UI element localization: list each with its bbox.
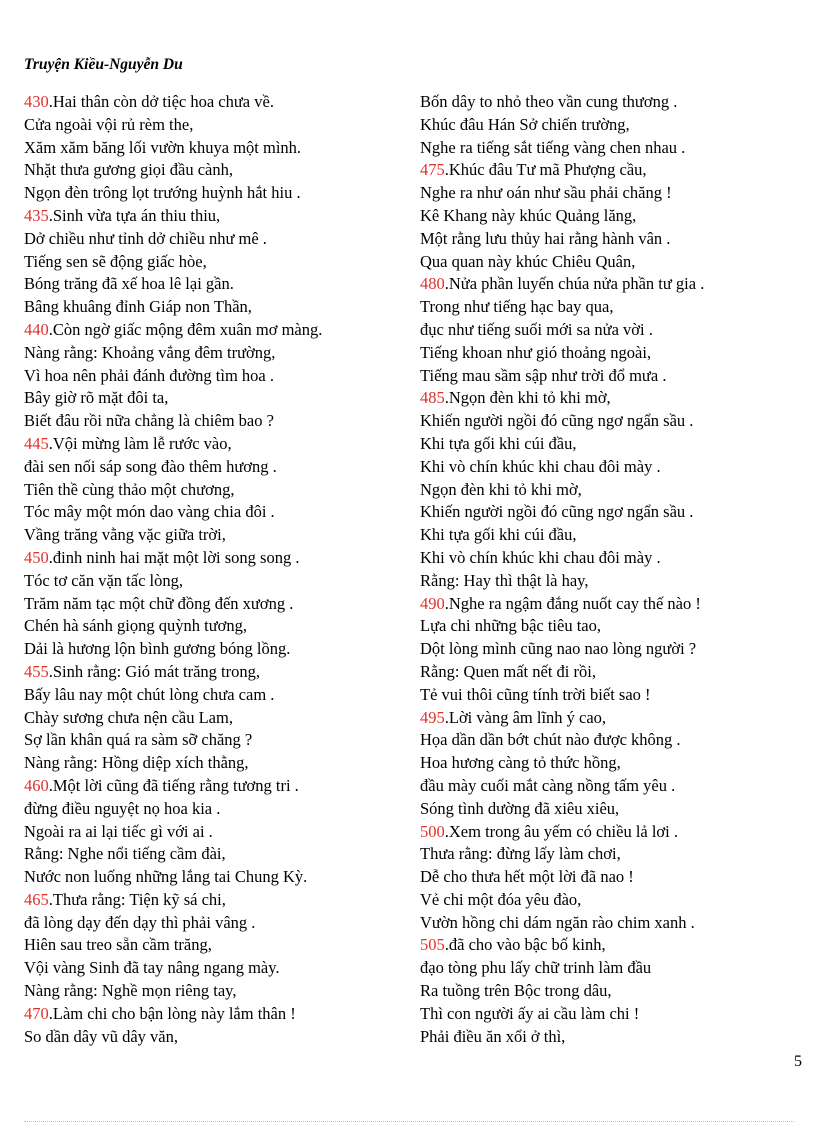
verse-line — [24, 547, 399, 570]
verse-text: .Sinh rằng: Gió mát trăng trong, — [48, 661, 261, 681]
verse-number: 480 — [420, 274, 445, 294]
verse-text: Nghe ra tiếng sắt tiếng vàng chen nhau . — [420, 137, 686, 157]
verse-line — [420, 889, 795, 912]
verse-text: Biết đâu rồi nữa chẳng là chiêm bao ? — [24, 411, 274, 431]
verse-line — [420, 387, 795, 410]
verse-text: Khi vò chín khúc khi chau đôi mày . — [420, 456, 661, 476]
verse-line — [420, 433, 795, 456]
verse-text: .Làm chi cho bận lòng này lắm thân ! — [48, 1003, 296, 1023]
verse-line — [420, 934, 795, 957]
verse-line — [24, 433, 399, 456]
verse-text: Vườn hồng chi dám ngăn rào chim xanh . — [420, 912, 695, 932]
verse-number: 440 — [24, 319, 49, 339]
verse-text: Nước non luống những lắng tai Chung Kỳ. — [24, 867, 308, 887]
verse-text: Rằng: Nghe nổi tiếng cầm đài, — [24, 844, 226, 864]
document-header: Truyện Kiều-Nguyễn Du — [24, 56, 183, 73]
verse-line — [24, 1026, 399, 1049]
verse-line — [24, 524, 399, 547]
verse-text: Một rằng lưu thủy hai rằng hành vân . — [420, 228, 671, 248]
verse-text: Khi tựa gối khi cúi đầu, — [420, 525, 577, 545]
verse-line — [24, 615, 399, 638]
verse-line — [24, 296, 399, 319]
verse-text: Kê Khang này khúc Quảng lăng, — [420, 205, 637, 225]
verse-text: Cửa ngoài vội rủ rèm the, — [24, 114, 194, 134]
verse-number: 445 — [24, 433, 49, 453]
verse-text: Nàng rằng: Khoảng vắng đêm trường, — [24, 342, 276, 362]
verse-text: So dần dây vũ dây văn, — [24, 1026, 178, 1046]
verse-text: Qua quan này khúc Chiêu Quân, — [420, 251, 636, 271]
verse-line — [24, 273, 399, 296]
verse-line — [420, 638, 795, 661]
right-verse-column — [420, 91, 795, 1048]
verse-text: .Lời vàng âm lĩnh ý cao, — [444, 707, 607, 727]
verse-text: Dễ cho thưa hết một lời đã nao ! — [420, 867, 634, 887]
verse-number: 475 — [420, 160, 445, 180]
verse-line — [420, 775, 795, 798]
verse-line — [24, 205, 399, 228]
verse-text: .Ngọn đèn khi tỏ khi mờ, — [444, 388, 611, 408]
verse-line — [24, 729, 399, 752]
verse-text: .Còn ngờ giấc mộng đêm xuân mơ màng. — [48, 319, 323, 339]
verse-text: Tiếng sen sẽ động giấc hòe, — [24, 251, 207, 271]
verse-line — [420, 205, 795, 228]
verse-text: Rằng: Quen mất nết đi rồi, — [420, 661, 596, 681]
verse-text: Dột lòng mình cũng nao nao lòng người ? — [420, 639, 697, 659]
verse-line — [24, 228, 399, 251]
verse-text: Hiên sau treo sẵn cầm trăng, — [24, 935, 212, 955]
verse-text: .Vội mừng làm lễ rước vào, — [48, 433, 232, 453]
verse-line — [420, 365, 795, 388]
verse-text: Lựa chi những bậc tiêu tao, — [420, 616, 601, 636]
verse-text: .Nửa phần luyến chúa nửa phần tư gia . — [444, 274, 705, 294]
verse-line — [24, 752, 399, 775]
verse-line — [24, 365, 399, 388]
verse-number: 430 — [24, 92, 49, 111]
verse-line — [420, 821, 795, 844]
left-verse-column — [24, 91, 399, 1048]
verse-text: đầu mày cuối mắt càng nồng tấm yêu . — [420, 775, 676, 795]
verse-text: Chén hà sánh giọng quỳnh tương, — [24, 616, 247, 636]
verse-number: 485 — [420, 388, 445, 408]
verse-line — [420, 843, 795, 866]
verse-line — [420, 570, 795, 593]
verse-line — [24, 684, 399, 707]
verse-line — [420, 980, 795, 1003]
verse-line — [420, 501, 795, 524]
verse-line — [24, 114, 399, 137]
verse-line — [24, 593, 399, 616]
verse-number: 435 — [24, 205, 49, 225]
verse-text: Khúc đâu Hán Sở chiến trường, — [420, 114, 630, 134]
verse-text: Vội vàng Sinh đã tay nâng ngang mày. — [24, 958, 280, 978]
verse-number: 505 — [420, 935, 445, 955]
verse-text: đục như tiếng suối mới sa nửa vời . — [420, 319, 653, 339]
verse-line — [420, 137, 795, 160]
verse-text: Nàng rằng: Hồng diệp xích thằng, — [24, 753, 249, 773]
verse-number: 470 — [24, 1003, 49, 1023]
verse-text: Tóc tơ căn vặn tấc lòng, — [24, 570, 183, 590]
verse-text: đừng điều nguyệt nọ hoa kia . — [24, 798, 221, 818]
verse-text: Dở chiều như tỉnh dở chiều như mê . — [24, 228, 267, 248]
verse-text: Họa dần dần bớt chút nào được không . — [420, 730, 681, 750]
verse-text: Vẻ chi một đóa yêu đào, — [420, 889, 582, 909]
verse-line — [24, 137, 399, 160]
verse-text: Bâng khuâng đỉnh Giáp non Thần, — [24, 297, 252, 317]
verse-number: 455 — [24, 661, 49, 681]
verse-text: Vì hoa nên phải đánh đường tìm hoa . — [24, 365, 274, 385]
verse-line — [420, 479, 795, 502]
verse-line — [420, 273, 795, 296]
verse-line — [24, 638, 399, 661]
verse-text: Ngọn đèn khi tỏ khi mờ, — [420, 479, 582, 499]
verse-text: Tóc mây một món dao vàng chia đôi . — [24, 502, 275, 522]
verse-text: Nghe ra như oán như sầu phải chăng ! — [420, 183, 672, 203]
verse-line — [420, 547, 795, 570]
verse-text: Trong như tiếng hạc bay qua, — [420, 297, 614, 317]
verse-text: Nhặt thưa gương giọi đầu cành, — [24, 160, 233, 180]
verse-text: Bốn dây to nhỏ theo vần cung thương . — [420, 92, 678, 111]
verse-line — [420, 296, 795, 319]
verse-line — [420, 251, 795, 274]
verse-text: .Một lời cũng đã tiếng rằng tương tri . — [48, 775, 299, 795]
verse-number: 490 — [420, 593, 445, 613]
verse-text: Tiên thề cùng thảo một chương, — [24, 479, 235, 499]
verse-line — [24, 251, 399, 274]
verse-line — [24, 1003, 399, 1026]
verse-line — [24, 889, 399, 912]
verse-number: 460 — [24, 775, 49, 795]
verse-text: Bấy lâu nay một chút lòng chưa cam . — [24, 684, 275, 704]
verse-text: Tiếng mau sầm sập như trời đổ mưa . — [420, 365, 667, 385]
verse-text: .Sinh vừa tựa án thiu thiu, — [48, 205, 221, 225]
verse-number: 500 — [420, 821, 445, 841]
verse-line — [24, 91, 399, 114]
verse-text: .Hai thân còn dở tiệc hoa chưa về. — [48, 92, 274, 111]
verse-text: .Nghe ra ngậm đắng nuốt cay thế nào ! — [444, 593, 701, 613]
verse-text: Chày sương chưa nện cầu Lam, — [24, 707, 233, 727]
verse-number: 495 — [420, 707, 445, 727]
page-number: 5 — [794, 1053, 802, 1070]
verse-line — [24, 570, 399, 593]
verse-number: 450 — [24, 547, 49, 567]
verse-text: Sóng tình dường đã xiêu xiêu, — [420, 798, 620, 818]
verse-line — [420, 866, 795, 889]
verse-line — [24, 342, 399, 365]
verse-line — [24, 661, 399, 684]
verse-line — [420, 1026, 795, 1049]
verse-text: .đinh ninh hai mặt một lời song song . — [48, 547, 300, 567]
verse-line — [420, 159, 795, 182]
verse-text: Rằng: Hay thì thật là hay, — [420, 570, 589, 590]
verse-line — [24, 387, 399, 410]
verse-line — [420, 798, 795, 821]
verse-line — [24, 821, 399, 844]
verse-text: Thưa rằng: đừng lấy làm chơi, — [420, 844, 621, 864]
verse-text: đài sen nối sáp song đào thêm hương . — [24, 456, 277, 476]
verse-line — [420, 957, 795, 980]
verse-text: Nàng rằng: Nghề mọn riêng tay, — [24, 981, 237, 1001]
verse-line — [420, 410, 795, 433]
verse-line — [420, 319, 795, 342]
verse-line — [420, 593, 795, 616]
verse-text: Hoa hương càng tỏ thức hồng, — [420, 753, 621, 773]
verse-line — [24, 319, 399, 342]
verse-line — [24, 501, 399, 524]
verse-text: .Khúc đâu Tư mã Phượng cầu, — [444, 160, 647, 180]
verse-text: Tẻ vui thôi cũng tính trời biết sao ! — [420, 684, 651, 704]
verse-text: Trăm năm tạc một chữ đồng đến xương . — [24, 593, 294, 613]
verse-text: Khiến người ngồi đó cũng ngơ ngẩn sầu . — [420, 411, 694, 431]
verse-line — [24, 934, 399, 957]
verse-line — [420, 707, 795, 730]
verse-text: Sợ lần khân quá ra sàm sỡ chăng ? — [24, 730, 253, 750]
verse-text: Dải là hương lộn bình gương bóng lồng. — [24, 639, 291, 659]
verse-text: đã lòng dạy đến dạy thì phải vâng . — [24, 912, 256, 932]
verse-text: Bóng trăng đã xế hoa lê lại gần. — [24, 274, 234, 294]
footer-divider — [24, 1121, 794, 1122]
verse-line — [420, 1003, 795, 1026]
verse-line — [420, 661, 795, 684]
verse-line — [24, 980, 399, 1003]
verse-text: Khi tựa gối khi cúi đầu, — [420, 433, 577, 453]
verse-line — [24, 843, 399, 866]
verse-line — [420, 342, 795, 365]
verse-line — [420, 114, 795, 137]
verse-text: .Xem trong âu yếm có chiều lả lơi . — [444, 821, 678, 841]
verse-text: đạo tòng phu lấy chữ trinh làm đầu — [420, 958, 652, 978]
verse-line — [420, 456, 795, 479]
verse-line — [420, 615, 795, 638]
verse-text: Khi vò chín khúc khi chau đôi mày . — [420, 547, 661, 567]
verse-line — [24, 866, 399, 889]
verse-line — [24, 775, 399, 798]
verse-text: Ngọn đèn trông lọt trướng huỳnh hắt hiu . — [24, 183, 301, 203]
verse-text: .đã cho vào bậc bố kinh, — [444, 935, 606, 955]
verse-line — [24, 957, 399, 980]
verse-text: Khiến người ngồi đó cũng ngơ ngẩn sầu . — [420, 502, 694, 522]
verse-line — [420, 729, 795, 752]
verse-text: Bây giờ rõ mặt đôi ta, — [24, 388, 169, 408]
verse-line — [420, 912, 795, 935]
verse-line — [420, 524, 795, 547]
verse-line — [420, 91, 795, 114]
verse-text: Tiếng khoan như gió thoảng ngoài, — [420, 342, 652, 362]
verse-line — [420, 752, 795, 775]
verse-number: 465 — [24, 889, 49, 909]
verse-line — [24, 182, 399, 205]
verse-line — [24, 159, 399, 182]
verse-text: Xăm xăm băng lối vườn khuya một mình. — [24, 137, 302, 157]
verse-text: Ra tuồng trên Bộc trong dâu, — [420, 981, 612, 1001]
verse-text: Vầng trăng vằng vặc giữa trời, — [24, 525, 226, 545]
verse-line — [24, 798, 399, 821]
verse-line — [24, 707, 399, 730]
verse-line — [24, 456, 399, 479]
verse-line — [24, 912, 399, 935]
verse-text: .Thưa rằng: Tiện kỹ sá chi, — [48, 889, 226, 909]
verse-text: Ngoài ra ai lại tiếc gì với ai . — [24, 821, 213, 841]
verse-line — [24, 479, 399, 502]
verse-line — [24, 410, 399, 433]
verse-text: Phải điều ăn xổi ở thì, — [420, 1026, 566, 1046]
verse-line — [420, 182, 795, 205]
verse-line — [420, 228, 795, 251]
verse-text: Thì con người ấy ai cầu làm chi ! — [420, 1003, 640, 1023]
verse-line — [420, 684, 795, 707]
